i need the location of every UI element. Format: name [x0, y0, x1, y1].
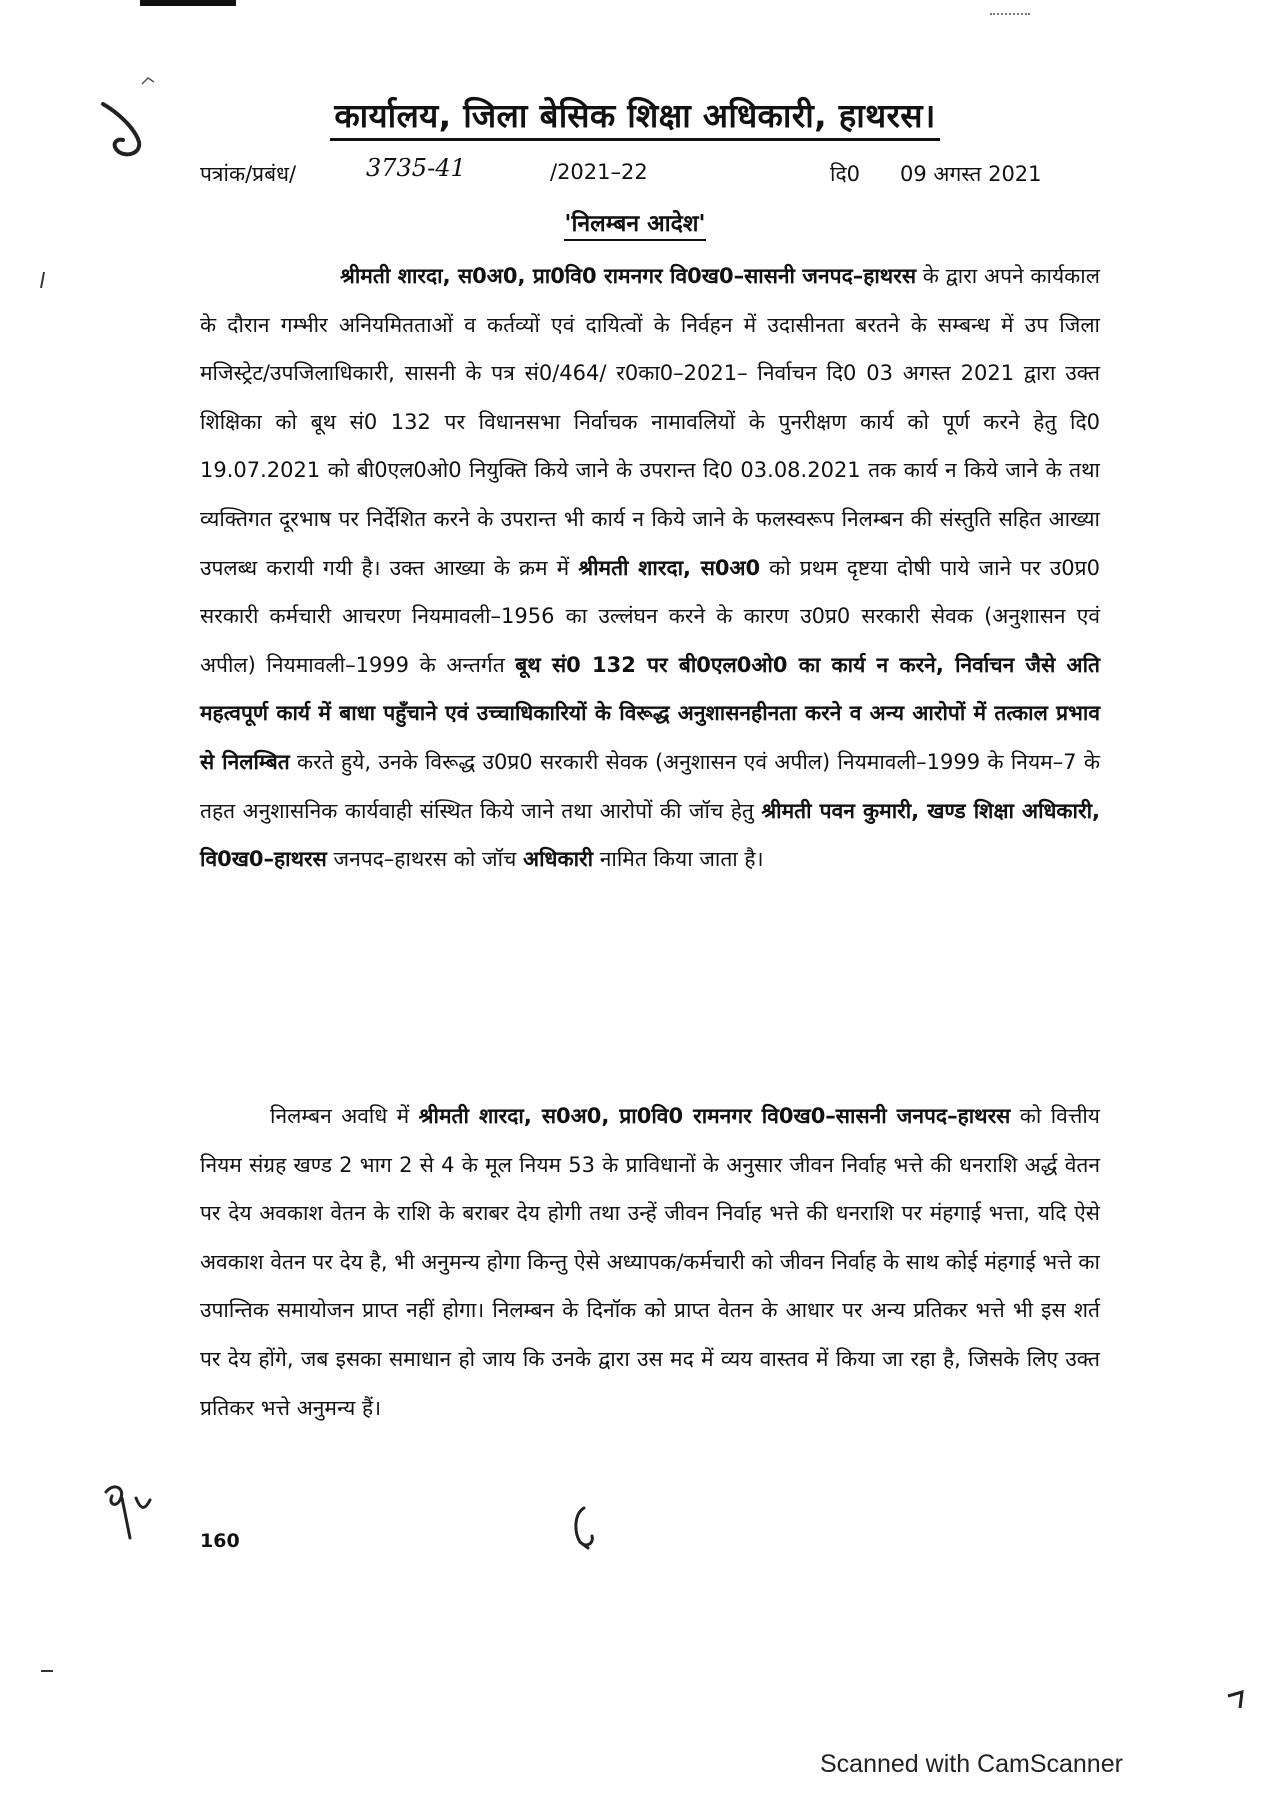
signature-mark-icon: [566, 1504, 600, 1550]
date-label: दि0: [830, 162, 860, 186]
p1-text-a: के द्वारा अपने कार्यकाल के दौरान गम्भीर अनियमितताओं व कर्तव्यों एवं दायित्वों के निर्वहन में उदासीनता बरतने के सम्बन्ध में उप जिला मजिस्ट्रेट/उपजिलाधिकारी, सासनी के पत्र सं0/464/ र0का0–2021– निर्वाचन दि0 03 अगस्त 2021 द्वारा उक्त शिक्षिका को बूथ सं0 132 पर विधानसभा निर्वाचक नामावलियों के पुनरीक्षण कार्य को पूर्ण करने हेतु दि0 19.07.2021 को बी0एल0ओ0 नियुक्ति किये जाने के उपरान्त दि0 03.08.2021 तक कार्य न किये जाने के तथा व्यक्तिगत दूरभाष पर निर्देशित करने के उपरान्त भी कार्य न किये जाने के फलस्वरूप निलम्बन की संस्तुति सहित आख्या उपलब्ध करायी गयी है। उक्त आख्या के क्रम में: [200, 264, 1100, 580]
margin-tick-icon: [140, 74, 160, 88]
p2-text-b: को वित्तीय नियम संग्रह खण्ड 2 भाग 2 से 4 के मूल नियम 53 के प्राविधानों के अनुसार जीवन निर्वाह भत्ते की धनराशि अर्द्ध वेतन पर देय अवकाश वेतन के राशि के बराबर देय होगी तथा उन्हें जीवन निर्वाह भत्ते की धनराशि पर मंहगाई भत्ता, यदि ऐसे अवकाश वेतन पर देय है, भी अनुमन्य होगा किन्तु ऐसे अध्यापक/कर्मचारी को जीवन निर्वाह के साथ कोई मंहगाई भत्ते का उपान्तिक समायोजन प्राप्त नहीं होगा। निलम्बन के दिनॉक को प्राप्त वेतन के आधार पर अन्य प्रतिकर भत्ते भी इस शर्त पर देय होंगे, जब इसका समाधान हो जाय कि उनके द्वारा उस मद में व्यय वास्तव में किया जा रहा है, जिसके लिए उक्त प्रतिकर भत्ते अनुमन्य हैं।: [200, 1104, 1100, 1420]
p1-officer-word: अधिकारी: [523, 847, 594, 872]
p1-inquiry-officer: श्रीमती पवन कुमारी, खण्ड शिक्षा अधिकारी, वि0ख0–हाथरस: [200, 798, 1101, 872]
p1-employee-name: श्रीमती शारदा, स0अ0, प्रा0वि0 रामनगर वि0ख0–सासनी जनपद–हाथरस: [340, 264, 917, 288]
page-number: 160: [200, 1530, 240, 1552]
reference-row: [200, 154, 1100, 200]
p1-text-e: नामित किया जाता है।: [593, 847, 764, 872]
p1-charges: बूथ सं0 132 पर बी0एल0ओ0 का कार्य न करने, निर्वाचन जैसे अति महत्वपूर्ण कार्य में बाधा पहुँचाने एवं उच्चाधिकारियों के विरूद्ध अनुशासनहीनता करने व अन्य आरोपों में तत्काल प्रभाव से निलम्बित: [200, 652, 1101, 774]
office-title: [0, 92, 1270, 137]
ref-label: पत्रांक/प्रबंध/: [200, 162, 297, 186]
scan-dash-mark: [990, 13, 1030, 15]
p1-text-c: करते हुये, उनके विरूद्ध उ0प्र0 सरकारी सेवक (अनुशासन एवं अपील) नियमावली–1999 के नियम–7 के तहत अनुशासनिक कार्यवाही संस्थित किये जाने तथा आरोपों की जॉच हेतु: [200, 749, 1100, 823]
p1-text-d: जनपद–हाथरस को जॉच: [326, 847, 524, 872]
ref-number-handwritten: 3735-41: [366, 154, 466, 182]
scanner-watermark: Scanned with CamScanner: [820, 1750, 1123, 1778]
margin-initials-icon: [100, 1478, 164, 1550]
p1-employee-short: श्रीमती शारदा, स0अ0: [578, 555, 761, 580]
suspension-paragraph-1: [200, 252, 1100, 884]
order-title-text: 'निलम्बन आदेश': [564, 211, 705, 241]
edge-dash-icon: [40, 1668, 54, 1674]
p1-text-b: को प्रथम दृष्टया दोषी पाये जाने पर उ0प्र0 सरकारी कर्मचारी आचरण नियमावली–1956 का उल्लंघन करने के कारण उ0प्र0 सरकारी सेवक (अनुशासन एवं अपील) नियमावली–1999 के अन्तर्गत: [200, 555, 1100, 677]
p2-text-a: निलम्बन अवधि में: [270, 1104, 419, 1128]
p2-employee-name: श्रीमती शारदा, स0अ0, प्रा0वि0 रामनगर वि0ख0–सासनी जनपद–हाथरस: [418, 1104, 1011, 1128]
scan-edge-mark: [140, 0, 236, 6]
date-value: 09 अगस्त 2021: [900, 162, 1042, 186]
suspension-paragraph-2: [200, 1092, 1100, 1432]
order-title: [0, 206, 1270, 238]
office-title-text: कार्यालय, जिला बेसिक शिक्षा अधिकारी, हाथरस।: [330, 96, 939, 141]
corner-mark-icon: [1226, 1690, 1246, 1712]
margin-stroke-icon: [38, 270, 48, 290]
ref-year: /2021–22: [550, 160, 648, 184]
